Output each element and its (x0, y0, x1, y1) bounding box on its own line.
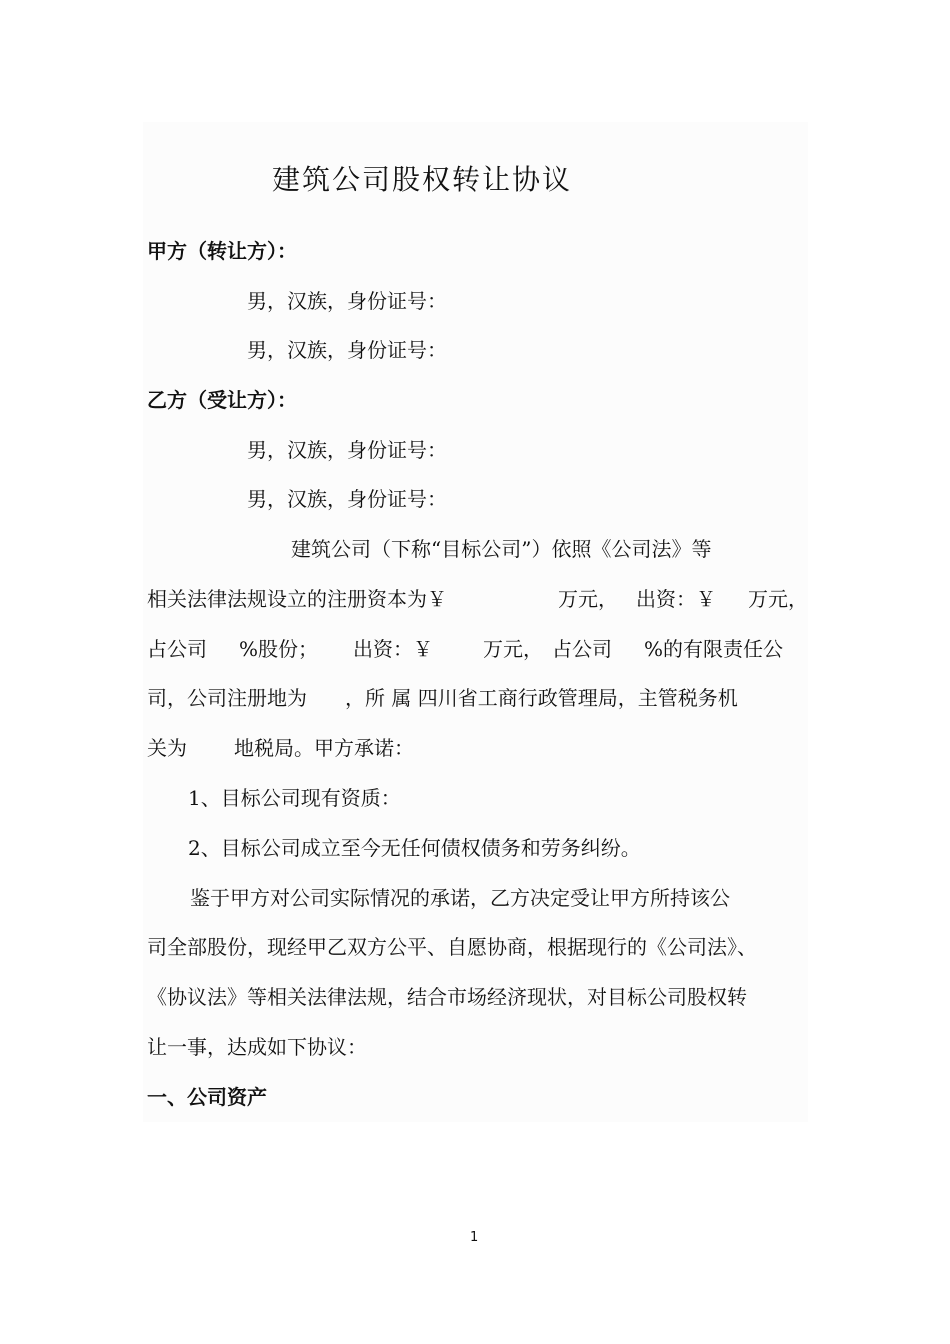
intro-line-3e: 占公司 (552, 637, 612, 661)
party-b-heading: 乙方（受让方）： (147, 388, 297, 412)
intro-line-4a: 司，公司注册地为 (147, 686, 307, 710)
intro-line-1: 建筑公司（下称“目标公司”）依照《公司法》等 (291, 537, 712, 561)
intro-line-3d: 万元， (483, 637, 543, 661)
promise-item-2: 2、目标公司成立至今无任何债权债务和劳务纠纷。 (188, 836, 641, 860)
intro-line-3f: %的有限责任公 (644, 637, 784, 661)
intro-line-2c: 出资：￥ (636, 587, 716, 611)
intro-line-3c: 出资：￥ (353, 637, 433, 661)
party-a-person-1: 男，汉族，身份证号： (247, 289, 447, 313)
paragraph-2-line-3: 《协议法》等相关法律法规，结合市场经济现状，对目标公司股权转 (147, 985, 747, 1009)
section-heading-1: 一、公司资产 (147, 1085, 267, 1109)
intro-line-2a: 相关法律法规设立的注册资本为￥ (147, 587, 447, 611)
paragraph-2-line-2: 司全部股份，现经甲乙双方公平、自愿协商，根据现行的《公司法》、 (147, 935, 757, 959)
document-page (143, 122, 808, 1122)
paragraph-2-line-1: 鉴于甲方对公司实际情况的承诺，乙方决定受让甲方所持该公 (190, 886, 730, 910)
party-a-person-2: 男，汉族，身份证号： (247, 338, 447, 362)
party-a-heading: 甲方（转让方）： (147, 239, 297, 263)
intro-line-2d: 万元， (748, 587, 808, 611)
intro-line-2b: 万元， (558, 587, 618, 611)
intro-line-4b: ，所 属 四川省工商行政管理局，主管税务机 (345, 686, 738, 710)
page-number: 1 (470, 1230, 479, 1245)
intro-line-5a: 关为 (147, 736, 187, 760)
promise-item-1: 1、目标公司现有资质： (188, 786, 401, 810)
intro-line-3a: 占公司 (147, 637, 207, 661)
party-b-person-2: 男，汉族，身份证号： (247, 487, 447, 511)
document-title: 建筑公司股权转让协议 (272, 163, 573, 196)
paragraph-2-line-4: 让一事，达成如下协议： (147, 1035, 367, 1059)
intro-line-3b: %股份； (239, 637, 319, 661)
intro-line-5b: 地税局。甲方承诺： (234, 736, 414, 760)
party-b-person-1: 男，汉族，身份证号： (247, 438, 447, 462)
